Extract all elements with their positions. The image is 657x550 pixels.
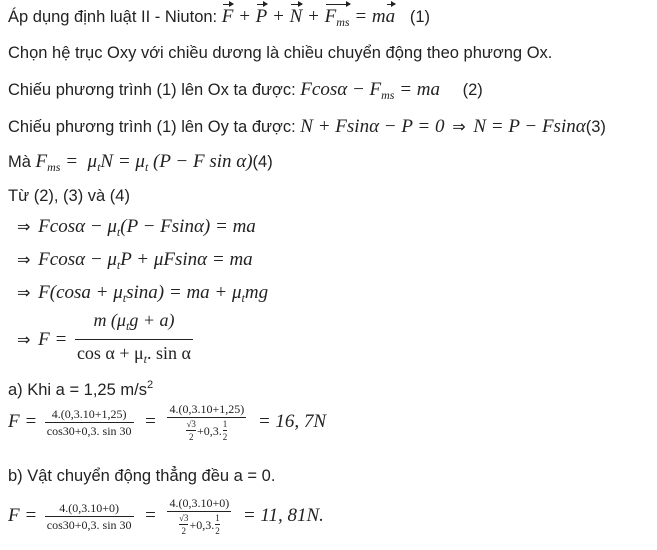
case-b-fraction-1: $\frac{4.(0,3.10+0)}{\cos 30+0,3. \sin 30}$ <box>46 500 132 532</box>
case-b-result: = 11, 81N. <box>242 505 324 526</box>
case-a-line <box>8 374 153 401</box>
friction-line <box>8 151 273 178</box>
eq-tag-2: (2) <box>462 81 483 99</box>
case-a-text: a) Khi a = 1,25 m/s <box>8 381 147 399</box>
oy-projection-line <box>8 116 606 138</box>
eq-tag-4: (4) <box>252 153 273 171</box>
combine-line: Từ (2), (3) và (4) <box>8 187 130 205</box>
newton-law-line <box>8 6 430 33</box>
ox-equation: $Fcos\alpha - F_{ms}$ = ma <box>300 79 441 102</box>
case-b-fraction-2: 4.(0,3.10+0) $\frac{√3}{2}$ +0,3. $\frac{1}{2}$ <box>169 496 230 536</box>
derivation-step-2: ⇒ $Fcos\alpha - \mu_tP + \mu Fsin\alpha$ = ma <box>17 249 253 272</box>
case-a-result: = 16, 7N <box>257 411 327 432</box>
ox-projection-line <box>8 79 483 106</box>
force-fraction: $\frac{m (\mu_tg + a)}{\cos \alpha + \mu_t. \sin \alpha}$ <box>76 310 191 366</box>
case-b-line: b) Vật chuyển động thẳng đều a = 0. <box>8 467 276 485</box>
case-a-fraction-1: $\frac{4.(0,3.10+1,25)}{\cos 30+0,3. \sin 30}$ <box>46 406 132 438</box>
newton-law-text: Áp dụng định luật II - Niuton: <box>8 8 218 26</box>
case-a-calculation: F = $\frac{4.(0,3.10+1,25)}{\cos 30+0,3. \sin 30}$ = 4.(0,3.10+1,25) $\frac{√3}{2}$ +0,3. $\frac{1}{2}$ = 16, 7N <box>8 402 327 442</box>
friction-equation: $F_{ms} = \mu_tN = \mu_t$ (P − F sin α) <box>35 151 253 174</box>
eq-tag-1: (1) <box>409 8 431 26</box>
axis-choice-line: Chọn hệ trục Oxy với chiều dương là chiều chuyển động theo phương Ox. <box>8 44 553 62</box>
derivation-step-4: ⇒ F = $\frac{m (\mu_tg + a)}{\cos \alpha + \mu_t. \sin \alpha}$ <box>14 308 196 371</box>
oy-projection-text: Chiếu phương trình (1) lên Oy ta được: <box>8 118 296 136</box>
oy-equation: N + Fsinα − P = 0 ⇒ N = P − Fsinα <box>300 116 586 137</box>
friction-text: Mà <box>8 153 31 171</box>
case-a-unit-exponent: 2 <box>146 379 154 391</box>
eq-tag-3: (3) <box>585 118 606 136</box>
case-b-calculation: F = $\frac{4.(0,3.10+0)}{\cos 30+0,3. \sin 30}$ = 4.(0,3.10+0) $\frac{√3}{2}$ +0,3. $\frac{1}{2}$ = 11, 81N. <box>8 496 324 536</box>
ox-projection-text: Chiếu phương trình (1) lên Ox ta được: <box>8 81 296 99</box>
newton-equation: $F + P + N + F_{ms}$ = ma <box>222 6 400 27</box>
derivation-step-3: ⇒ $F(\cos a + \mu_t\sin a)$ = ma + $\mu_tmg$ <box>17 282 269 305</box>
case-a-fraction-2: 4.(0,3.10+1,25) $\frac{√3}{2}$ +0,3. $\frac{1}{2}$ <box>169 402 245 442</box>
derivation-step-1: ⇒ $Fcos\alpha - \mu_t(P - Fsin\alpha)$ = ma <box>17 216 256 239</box>
